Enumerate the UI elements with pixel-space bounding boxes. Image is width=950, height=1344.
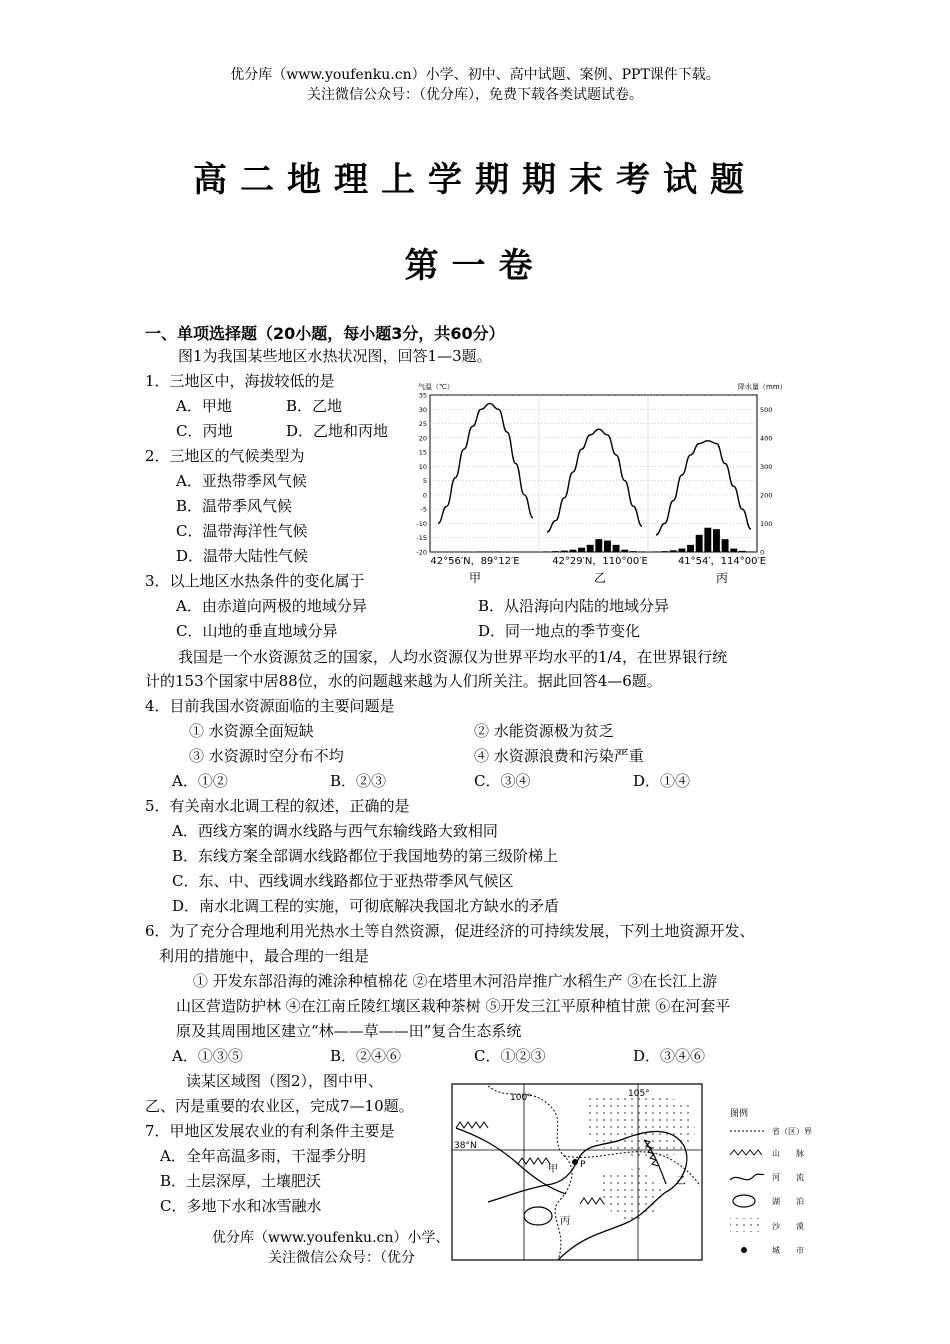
q5-option-a: A．西线方案的调水线路与西气东输线路大致相同: [172, 822, 498, 840]
precip-bar-丙: [687, 545, 694, 552]
q1-option-c: C．丙地: [176, 422, 233, 440]
precip-bar-乙: [587, 545, 594, 552]
section-heading: 一、单项选择题（20小题，每小题3分，共60分）: [145, 324, 505, 343]
precip-bar-丙: [696, 535, 703, 552]
chart-tick-left: 10: [418, 462, 427, 471]
q5-option-b: B．东线方案全部调水线路都位于我国地势的第三级阶梯上: [172, 847, 559, 865]
q2-option-a: A．亚热带季风气候: [176, 472, 307, 490]
q4-stem: 4．目前我国水资源面临的主要问题是: [145, 697, 395, 715]
legend-label-mountain: 山 脉: [772, 1149, 804, 1158]
lat-38-label: 38°N: [454, 1141, 477, 1151]
precip-bar-乙: [604, 541, 611, 552]
precip-bar-丙: [722, 539, 729, 552]
page-title: 高二地理上学期期末考试题: [193, 160, 757, 200]
q1-option-d: D．乙地和丙地: [286, 422, 389, 440]
precip-bar-乙: [561, 551, 568, 552]
desert-north: [588, 1094, 696, 1158]
lake: [524, 1207, 552, 1225]
water-paragraph-line-2: 计的153个国家中居88位，水的问题越来越为人们所关注。据此回答4—6题。: [145, 672, 662, 690]
region-yi-label: 乙: [676, 1176, 686, 1187]
q5-option-c: C．东、中、西线调水线路都位于亚热带季风气候区: [172, 872, 514, 890]
label-jia: 甲: [468, 571, 482, 585]
q3-option-a: A．由赤道向两极的地域分异: [176, 597, 367, 615]
region-map: [448, 1076, 818, 1262]
city-dot: [572, 1159, 578, 1165]
footer-line-1: 优分库（www.youfenku.cn）小学、: [212, 1230, 450, 1246]
precip-bar-甲: [495, 551, 502, 552]
label-yi: 乙: [593, 571, 607, 585]
q4-option-a: A．①②: [172, 772, 228, 790]
chart-tick-right: 300: [760, 462, 773, 471]
lon-100-label: 100°: [510, 1093, 532, 1103]
region-bing-label: 丙: [560, 1216, 570, 1227]
q2-option-c: C．温带海洋性气候: [176, 522, 308, 540]
q3-option-d: D．同一地点的季节变化: [478, 622, 641, 640]
q2-option-d: D．温带大陆性气候: [176, 547, 309, 565]
temp-curve-丙: [656, 441, 751, 535]
legend-symbol-city: [741, 1247, 747, 1253]
q1-option-a: A．甲地: [176, 397, 232, 415]
coords-bing: 41°54′，114°00′E: [677, 556, 767, 567]
legend-symbol-river: [730, 1174, 764, 1180]
chart-tick-left: 20: [418, 434, 427, 443]
chart-tick-left: 15: [418, 448, 427, 457]
precip-bar-乙: [544, 551, 551, 552]
legend-label-desert: 沙 漠: [772, 1222, 804, 1231]
q2-option-b: B．温带季风气候: [176, 497, 293, 515]
legend-label-river: 河 流: [772, 1173, 804, 1182]
q1-stem: 1．三地区中，海拔较低的是: [145, 372, 335, 390]
chart-tick-left: 25: [418, 420, 427, 429]
climate-chart: [406, 378, 790, 588]
q3-stem: 3．以上地区水热条件的变化属于: [145, 572, 365, 590]
chart-tick-right: 200: [760, 491, 773, 500]
chart-tick-left: 35: [418, 391, 427, 400]
q4-statement-3: ③ 水资源时空分布不均: [189, 747, 344, 765]
q6-option-c: C．①②③: [474, 1047, 546, 1065]
q6-option-a: A．①③⑤: [172, 1047, 243, 1065]
precip-bar-乙: [578, 548, 585, 552]
q6-stem-line-1: 6．为了充分合理地利用光热水土等自然资源，促进经济的可持续发展，下列土地资源开发、: [145, 922, 755, 940]
q6-option-b: B．②④⑥: [330, 1047, 402, 1065]
legend-symbol-lake: [733, 1195, 755, 1207]
coords-jia: 42°56′N，89°12′E: [430, 556, 520, 567]
q7-stem: 7．甲地区发展农业的有利条件主要是: [145, 1122, 395, 1140]
legend-label-boundary: 省（区）界: [772, 1127, 812, 1136]
label-bing: 丙: [715, 571, 729, 585]
chart-tick-left: -15: [416, 534, 427, 543]
footer-line-2: 关注微信公众号：（优分: [268, 1250, 415, 1266]
precip-bar-乙: [639, 551, 646, 552]
chart-tick-left: -5: [420, 505, 427, 514]
q5-option-d: D．南水北调工程的实施，可彻底解决我国北方缺水的矛盾: [172, 897, 560, 915]
temp-curve-甲: [438, 404, 533, 524]
chart-tick-left: -20: [416, 548, 427, 557]
q4-statement-4: ④ 水资源浪费和污染严重: [474, 747, 644, 765]
precip-bar-丙: [730, 549, 737, 552]
intro-fig2-line-2: 乙、丙是重要的农业区，完成7—10题。: [145, 1097, 414, 1115]
chart-tick-left: -10: [416, 519, 427, 528]
chart-ylabel-right: 降水量（mm）: [738, 383, 787, 391]
page-subtitle: 第一卷: [404, 246, 546, 286]
q4-statement-2: ② 水能资源极为贫乏: [474, 722, 614, 740]
q6-measures-line-2: 山区营造防护林 ④在江南丘陵红壤区栽种茶树 ⑤开发三江平原种植甘蔗 ⑥在河套平: [176, 997, 731, 1015]
water-paragraph-line-1: 我国是一个水资源贫乏的国家，人均水资源仅为世界平均水平的1/4，在世界银行统: [178, 648, 728, 666]
chart-tick-left: 0: [422, 491, 427, 500]
chart-ylabel-left: 气温（℃）: [418, 383, 454, 391]
q7-option-c: C．多地下水和冰雪融水: [160, 1197, 322, 1215]
precip-bar-乙: [630, 551, 637, 552]
precip-bar-丙: [653, 551, 660, 552]
lon-105-label: 105°: [628, 1089, 650, 1099]
temp-curve-乙: [547, 429, 642, 532]
chart-tick-left: 30: [418, 405, 427, 414]
precip-bar-乙: [613, 545, 620, 552]
legend-symbol-desert: [730, 1218, 760, 1232]
precip-bar-丙: [748, 551, 755, 552]
region-jia-label: 甲: [548, 1164, 558, 1175]
intro-fig2-line-1: 读某区域图（图2），图中甲、: [186, 1072, 384, 1090]
chart-tick-left: 5: [422, 477, 427, 486]
chart-tick-right: 500: [760, 405, 773, 414]
precip-bar-乙: [552, 551, 559, 552]
chart-tick-right: 100: [760, 519, 773, 528]
precip-bar-乙: [621, 550, 628, 552]
precip-bar-丙: [678, 549, 685, 552]
city-label-p: P: [580, 1160, 586, 1170]
legend-label-lake: 湖 泊: [772, 1197, 804, 1206]
precip-bar-丙: [670, 550, 677, 552]
precip-bar-丙: [704, 528, 711, 552]
header-line-2: 关注微信公众号：（优分库），免费下载各类试题试卷。: [307, 87, 643, 103]
precip-bar-丙: [739, 551, 746, 552]
coords-yi: 42°29′N，110°00′E: [552, 556, 648, 567]
legend-title: 图例: [730, 1109, 749, 1119]
q4-option-c: C．③④: [474, 772, 531, 790]
q4-option-d: D．①④: [633, 772, 691, 790]
header-line-1: 优分库（www.youfenku.cn）小学、初中、高中试题、案例、PPT课件下载。: [230, 67, 720, 83]
q5-stem: 5．有关南水北调工程的叙述，正确的是: [145, 797, 410, 815]
precip-bar-甲: [486, 551, 493, 552]
q1-option-b: B．乙地: [286, 397, 343, 415]
chart-tick-right: 400: [760, 434, 773, 443]
precip-bar-乙: [569, 550, 576, 552]
q4-statement-1: ① 水资源全面短缺: [189, 722, 314, 740]
q6-measures-line-3: 原及其周围地区建立“林——草——田”复合生态系统: [176, 1022, 522, 1040]
intro-fig1: 图1为我国某些地区水热状况图，回答1—3题。: [178, 347, 492, 365]
legend-label-city: 城 市: [772, 1246, 804, 1255]
precip-bar-丙: [713, 529, 720, 552]
q2-stem: 2．三地区的气候类型为: [145, 447, 305, 465]
precip-bar-甲: [478, 551, 485, 552]
q6-stem-line-2: 利用的措施中，最合理的一组是: [159, 947, 370, 965]
q4-option-b: B．②③: [330, 772, 387, 790]
q3-option-c: C．山地的垂直地域分异: [176, 622, 338, 640]
q7-option-b: B．土层深厚，土壤肥沃: [160, 1172, 322, 1190]
q6-measures-line-1: ① 开发东部沿海的滩涂种植棉花 ②在塔里木河沿岸推广水稻生产 ③在长江上游: [193, 972, 718, 990]
chart-tick-right: 0: [760, 548, 765, 557]
precip-bar-乙: [595, 539, 602, 552]
q3-option-b: B．从沿海向内陆的地域分异: [478, 597, 670, 615]
q6-option-d: D．③④⑥: [633, 1047, 706, 1065]
legend-symbol-mountain: [730, 1150, 762, 1155]
q7-option-a: A．全年高温多雨，干湿季分明: [160, 1147, 366, 1165]
precip-bar-丙: [661, 551, 668, 552]
